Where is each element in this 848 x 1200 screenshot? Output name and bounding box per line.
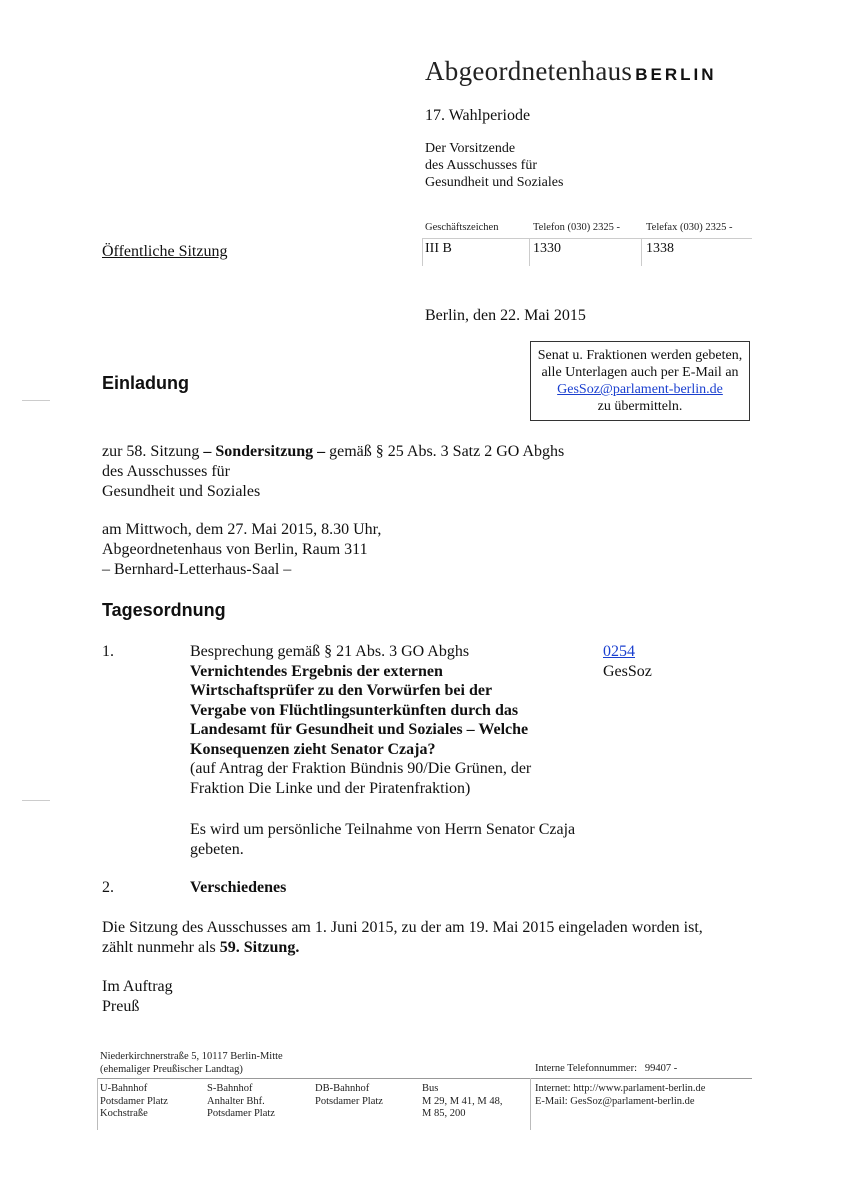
reference-label: Geschäftszeichen [425,222,499,233]
footer-internal-phone [535,1063,677,1076]
period: 17. Wahlperiode [425,107,531,124]
agenda-ref-committee: GesSoz [603,662,652,680]
transit-line: Bus [422,1083,439,1094]
sender-block [425,140,563,191]
invitation-line [102,442,564,462]
phone-label: Telefon (030) 2325 - [533,222,621,233]
agenda-item-1 [190,642,531,798]
meeting-line: Abgeordnetenhaus von Berlin, Raum 311 [102,541,368,558]
internal-phone-label: Interne Telefonnummer: [535,1063,637,1074]
footer-contact [535,1083,705,1108]
footer-transit-ubahn [100,1083,168,1121]
phone-col [533,222,621,256]
agenda-note [190,820,575,860]
fax-label: Telefax (030) 2325 - [646,222,733,233]
reference-col [425,222,499,256]
reference-table [422,222,752,266]
footer-transit-bus [422,1083,503,1121]
margin-mark [22,800,50,801]
agenda-note-line: gebeten. [190,841,244,858]
agenda-item-line: Besprechung gemäß § 21 Abs. 3 GO Abghs [190,643,470,660]
meeting-block [102,520,381,580]
transit-line: DB-Bahnhof [315,1083,370,1094]
invitation-block [102,442,564,502]
agenda-note-line: Es wird um persönliche Teilnahme von Herrn Senator Czaja [190,821,576,838]
table-divider [641,238,642,266]
session-type: Öffentliche Sitzung [102,243,228,260]
agenda-request-line: (auf Antrag der Fraktion Bündnis 90/Die Grünen, der [190,760,532,777]
transit-line: S-Bahnhof [207,1083,253,1094]
signature [102,977,173,1017]
footer-divider [97,1078,98,1130]
closing-paragraph [102,918,703,958]
transit-line: Potsdamer Platz [207,1108,275,1119]
table-divider [422,238,423,266]
transit-line: M 29, M 41, M 48, [422,1095,503,1107]
notice-email-link[interactable]: GesSoz@parlament-berlin.de [557,382,723,397]
invitation-text: gemäß § 25 Abs. 3 Satz 2 GO Abghs [329,443,565,460]
footer-address [100,1051,283,1076]
transit-line: U-Bahnhof [100,1083,148,1094]
agenda-title-line: Landesamt für Gesundheit und Soziales – Welche [190,721,529,738]
transit-line: M 85, 200 [422,1108,466,1119]
invitation-text: zur 58. Sitzung [102,443,200,460]
agenda-item-title [190,662,531,760]
agenda-item-number: 2. [102,879,114,896]
notice-line: Senat u. Fraktionen werden gebeten, [537,348,743,363]
closing-bold: 59. Sitzung. [219,939,300,956]
footer-address-line: (ehemaliger Preußischer Landtag) [100,1063,243,1075]
agenda-title-line: Vergabe von Flüchtlingsunterkünften durch das [190,701,519,719]
agenda-item-2: Verschiedenes [190,879,287,896]
notice-line: zu übermitteln. [597,399,683,414]
transit-line: Potsdamer Platz [100,1095,168,1107]
fax-value: 1338 [646,241,674,256]
footer-email-link[interactable]: E-Mail: GesSoz@parlament-berlin.de [535,1095,695,1107]
invitation-title: Einladung [102,373,189,393]
closing-line [102,938,703,958]
agenda-title-line: Vernichtendes Ergebnis der externen [190,662,443,680]
transit-line: Kochstraße [100,1108,148,1119]
meeting-line: am Mittwoch, dem 27. Mai 2015, 8.30 Uhr, [102,521,382,538]
margin-mark [22,400,50,401]
agenda-title: Tagesordnung [102,600,226,620]
footer-divider [530,1078,531,1130]
agenda-request-line: Fraktion Die Linke und der Piratenfraktion) [190,779,471,797]
reference-value: III B [425,241,452,256]
footer-transit-sbahn [207,1083,275,1121]
signature-line: Preuß [102,998,140,1015]
letterhead-logo [425,56,717,87]
signature-line: Im Auftrag [102,978,173,995]
agenda-item-number: 1. [102,643,114,660]
sender-line: des Ausschusses für [425,158,537,173]
footer-divider [97,1078,752,1079]
logo-city: BERLIN [635,65,717,84]
footer-address-line: Niederkirchnerstraße 5, 10117 Berlin-Mitte [100,1051,283,1062]
sender-line: Gesundheit und Soziales [425,175,564,190]
phone-value: 1330 [533,241,561,256]
logo-name: Abgeordnetenhaus [425,56,633,86]
invitation-line: des Ausschusses für [102,463,230,480]
transit-line: Potsdamer Platz [315,1095,383,1107]
agenda-reference [603,642,652,681]
footer-internet-link[interactable]: Internet: http://www.parlament-berlin.de [535,1083,706,1094]
transit-line: Anhalter Bhf. [207,1095,265,1107]
closing-line: Die Sitzung des Ausschusses am 1. Juni 2015, zu der am 19. Mai 2015 eingeladen worden ist, [102,919,703,936]
invitation-bold: – Sondersitzung – [203,443,326,460]
meeting-line: – Bernhard-Letterhaus-Saal – [102,561,292,578]
agenda-ref-link[interactable]: 0254 [603,643,635,660]
internal-phone-value: 99407 - [644,1063,678,1074]
table-divider [422,238,752,239]
fax-col [646,222,733,256]
sender-line: Der Vorsitzende [425,141,516,156]
date-line: Berlin, den 22. Mai 2015 [425,307,586,324]
footer-transit-db [315,1083,383,1108]
notice-line: alle Unterlagen auch per E-Mail an [541,365,739,380]
table-divider [529,238,530,266]
notice-box [530,341,750,421]
agenda-title-line: Konsequenzen zieht Senator Czaja? [190,740,436,758]
closing-text: zählt nunmehr als [102,939,216,956]
invitation-line: Gesundheit und Soziales [102,483,261,500]
agenda-title-line: Wirtschaftsprüfer zu den Vorwürfen bei der [190,682,493,699]
